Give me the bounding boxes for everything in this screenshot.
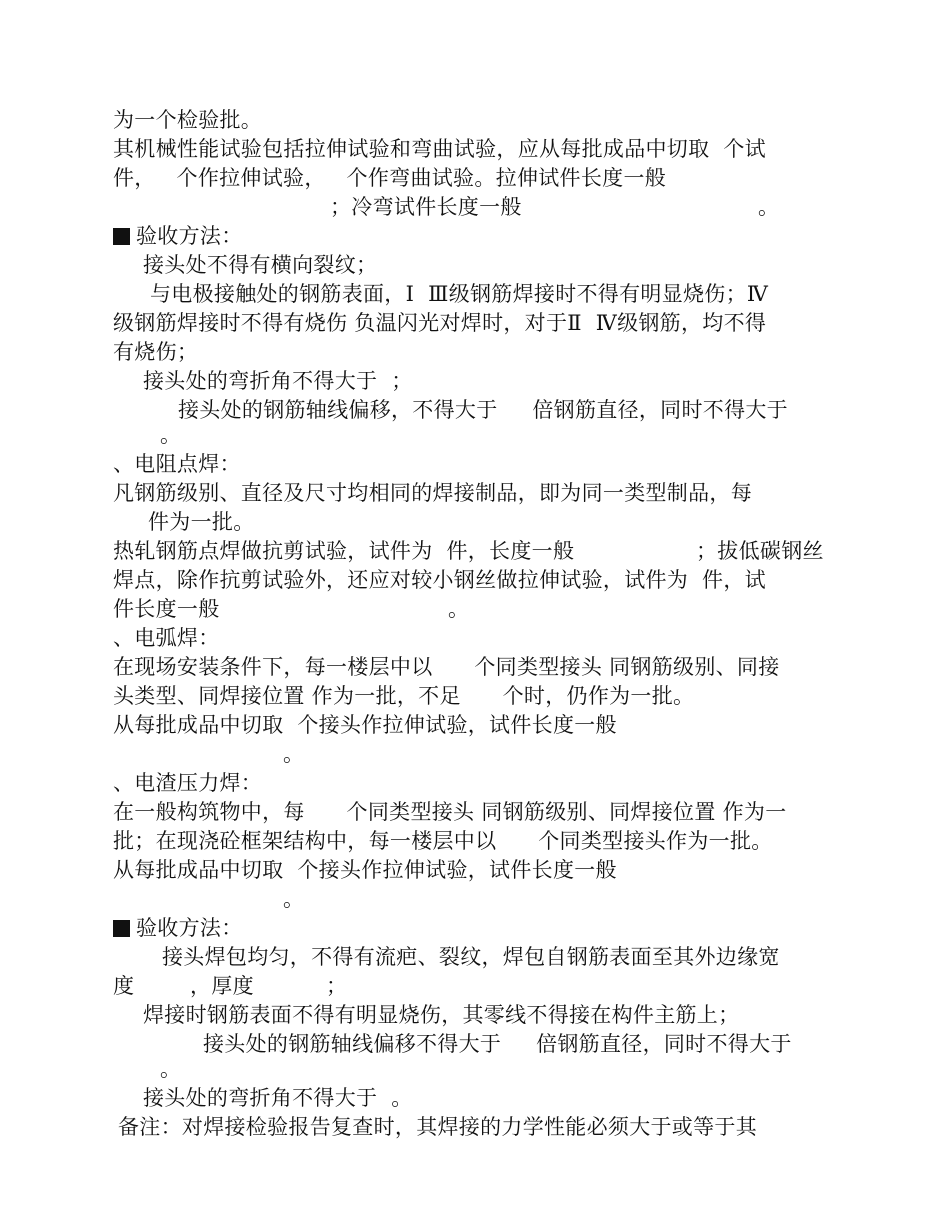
- section-heading-label: 验收方法：: [136, 916, 243, 940]
- section-heading: 、电渣压力焊：: [113, 771, 263, 795]
- text-line: 从每批成品中切取 个接头作拉伸试验，试件长度一般: [113, 858, 617, 882]
- black-square-icon: [113, 228, 130, 245]
- text-line: 在现场安装条件下，每一楼层中以 个同类型接头 同钢筋级别、同接: [113, 655, 780, 679]
- black-square-icon: [113, 920, 130, 937]
- text-line: 热轧钢筋点焊做抗剪试验，试件为 件，长度一般: [113, 539, 575, 563]
- text-line: 件， 个作拉伸试验， 个作弯曲试验。拉伸试件长度一般: [113, 166, 667, 190]
- text-line: 级钢筋焊接时不得有烧伤 负温闪光对焊时，对于Ⅱ Ⅳ级钢筋，均不得: [113, 311, 767, 335]
- section-heading-label: 验收方法：: [136, 224, 243, 248]
- text-line: 焊点，除作抗剪试验外，还应对较小钢丝做拉伸试验，试件为 件，试: [113, 568, 766, 592]
- text-line: 。: [448, 597, 470, 621]
- section-heading: 、电阻点焊：: [113, 452, 241, 476]
- text-line: 批；在现浇砼框架结构中，每一楼层中以 个同类型接头作为一批。: [113, 829, 773, 853]
- text-line: 与电极接触处的钢筋表面，Ⅰ Ⅲ级钢筋焊接时不得有明显烧伤；Ⅳ: [150, 282, 769, 306]
- text-line: 。: [160, 1057, 182, 1081]
- text-line: 在一般构筑物中，每 个同类型接头 同钢筋级别、同焊接位置 作为一: [113, 800, 787, 824]
- text-line: 接头处不得有横向裂纹；: [143, 253, 378, 277]
- text-line: 备注：对焊接检验报告复查时，其焊接的力学性能必须大于或等于其: [118, 1115, 757, 1139]
- text-line: 接头处的弯折角不得大于 ；: [143, 369, 413, 393]
- text-line: 接头焊包均匀，不得有流疤、裂纹，焊包自钢筋表面至其外边缘宽: [162, 945, 780, 969]
- text-line: 为一个检验批。: [113, 108, 263, 132]
- text-line: 焊接时钢筋表面不得有明显烧伤，其零线不得接在构件主筋上；: [143, 1003, 740, 1027]
- text-line: 件为一批。: [148, 510, 255, 534]
- section-heading: [113, 915, 243, 941]
- text-line: 接头处的钢筋轴线偏移，不得大于 倍钢筋直径，同时不得大于: [178, 398, 788, 422]
- section-heading: [113, 223, 243, 249]
- text-line: 。: [283, 887, 305, 911]
- text-line: 件长度一般: [113, 597, 220, 621]
- text-line: 。: [283, 742, 305, 766]
- text-line: 接头处的弯折角不得大于 。: [143, 1086, 413, 1110]
- text-line: ；: [326, 974, 348, 998]
- text-line: 其机械性能试验包括拉伸试验和弯曲试验，应从每批成品中切取 个试: [113, 137, 766, 161]
- text-line: 接头处的钢筋轴线偏移不得大于 倍钢筋直径，同时不得大于: [203, 1032, 792, 1056]
- text-line: 有烧伤；: [113, 340, 199, 364]
- section-heading: 、电弧焊：: [113, 626, 220, 650]
- text-line: 。: [160, 423, 182, 447]
- text-line: 从每批成品中切取 个接头作拉伸试验，试件长度一般: [113, 713, 617, 737]
- text-line: 。: [758, 195, 780, 219]
- text-line: 凡钢筋级别、直径及尺寸均相同的焊接制品，即为同一类型制品，每: [113, 481, 752, 505]
- text-line: ；冷弯试件长度一般: [330, 195, 522, 219]
- text-line: 头类型、同焊接位置 作为一批，不足 个时，仍作为一批。: [113, 684, 695, 708]
- text-line: ；拔低碳钢丝: [696, 539, 824, 563]
- text-line: ，厚度: [190, 974, 254, 998]
- text-line: 度: [113, 974, 135, 998]
